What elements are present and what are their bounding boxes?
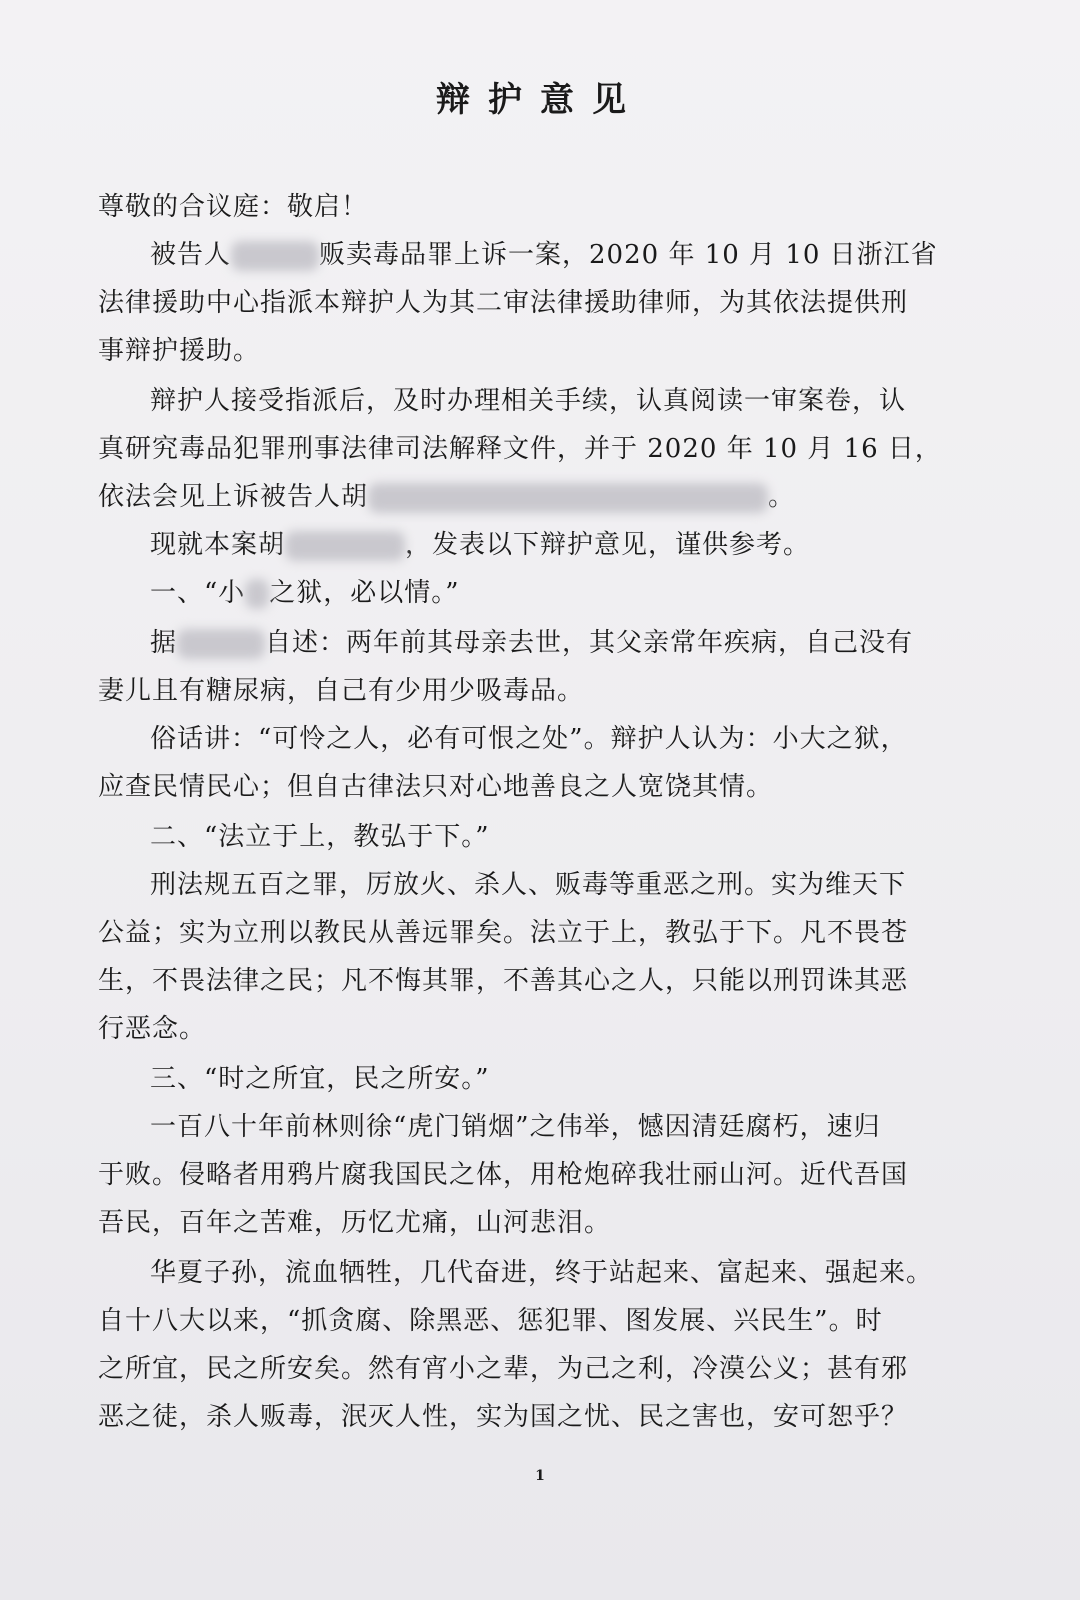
redacted-name (231, 241, 319, 271)
paragraph-line: 一百八十年前林则徐“虎门销烟”之伟举，憾因清廷腐朽，速归 (150, 1112, 881, 1142)
paragraph-line: 辩护人接受指派后，及时办理相关手续，认真阅读一审案卷，认 (150, 386, 907, 416)
paragraph-line: 生，不畏法律之民；凡不悔其罪，不善其心之人，只能以刑罚诛其恶 (98, 966, 909, 996)
paragraph-line: 于败。侵略者用鸦片腐我国民之体，用枪炮碎我壮丽山河。近代吾国 (98, 1160, 909, 1190)
paragraph-line: 刑法规五百之罪，厉放火、杀人、贩毒等重恶之刑。实为维天下 (150, 870, 907, 900)
document-title: 辩护意见 (436, 80, 644, 120)
paragraph-line: 法律援助中心指派本辩护人为其二审法律援助律师，为其依法提供刑 (98, 288, 909, 318)
paragraph-line: 恶之徒，杀人贩毒，泯灭人性，实为国之忧、民之害也，安可恕乎？ (98, 1402, 909, 1432)
text-segment: 之狱，必以情。” (269, 578, 460, 608)
text-segment: 依法会见上诉被告人胡 (98, 482, 369, 512)
redacted-char (245, 579, 269, 609)
paragraph-line: 华夏子孙，流血牺牲，几代奋进，终于站起来、富起来、强起来。 (150, 1258, 934, 1288)
paragraph-line (150, 622, 913, 659)
paragraph-line: 事辩护援助。 (98, 336, 261, 366)
paragraph-line: 公益；实为立刑以教民从善远罪矣。法立于上，教弘于下。凡不畏苍 (98, 918, 909, 948)
salutation: 尊敬的合议庭：敬启！ (98, 192, 369, 222)
paragraph-line (150, 524, 810, 561)
page-number: 1 (535, 1468, 545, 1484)
text-segment: 一、“小 (150, 578, 246, 608)
section-heading-1 (150, 572, 460, 609)
section-heading-3: 三、“时之所宜，民之所安。” (150, 1064, 490, 1094)
redacted-detail (368, 483, 768, 513)
text-segment: 被告人 (150, 240, 232, 270)
text-segment: 自述：两年前其母亲去世，其父亲常年疾病，自己没有 (265, 628, 914, 658)
text-segment: ，发表以下辩护意见，谨供参考。 (405, 530, 811, 560)
redacted-name (177, 629, 265, 659)
text-segment: 贩卖毒品罪上诉一案，2020 年 10 月 10 日浙江省 (319, 240, 938, 270)
redacted-name (285, 531, 405, 561)
text-segment: 现就本案胡 (150, 530, 286, 560)
paragraph-line: 真研究毒品犯罪刑事法律司法解释文件，并于 2020 年 10 月 16 日， (98, 434, 942, 464)
text-segment: 。 (768, 482, 796, 512)
paragraph-line (150, 234, 938, 271)
text-segment: 据 (150, 628, 178, 658)
section-heading-2: 二、“法立于上，教弘于下。” (150, 822, 490, 852)
paragraph-line: 行恶念。 (98, 1014, 207, 1044)
paragraph-line: 俗话讲：“可怜之人，必有可恨之处”。辩护人认为：小大之狱， (150, 724, 908, 754)
paragraph-line: 自十八大以来，“抓贪腐、除黑恶、惩犯罪、图发展、兴民生”。时 (98, 1306, 883, 1336)
paragraph-line: 之所宜，民之所安矣。然有宵小之辈，为己之利，冷漠公义；甚有邪 (98, 1354, 909, 1384)
paragraph-line: 妻儿且有糖尿病，自己有少用少吸毒品。 (98, 676, 585, 706)
paragraph-line (98, 476, 795, 513)
paragraph-line: 应查民情民心；但自古律法只对心地善良之人宽饶其情。 (98, 772, 774, 802)
paragraph-line: 吾民，百年之苦难，历忆尤痛，山河悲泪。 (98, 1208, 612, 1238)
